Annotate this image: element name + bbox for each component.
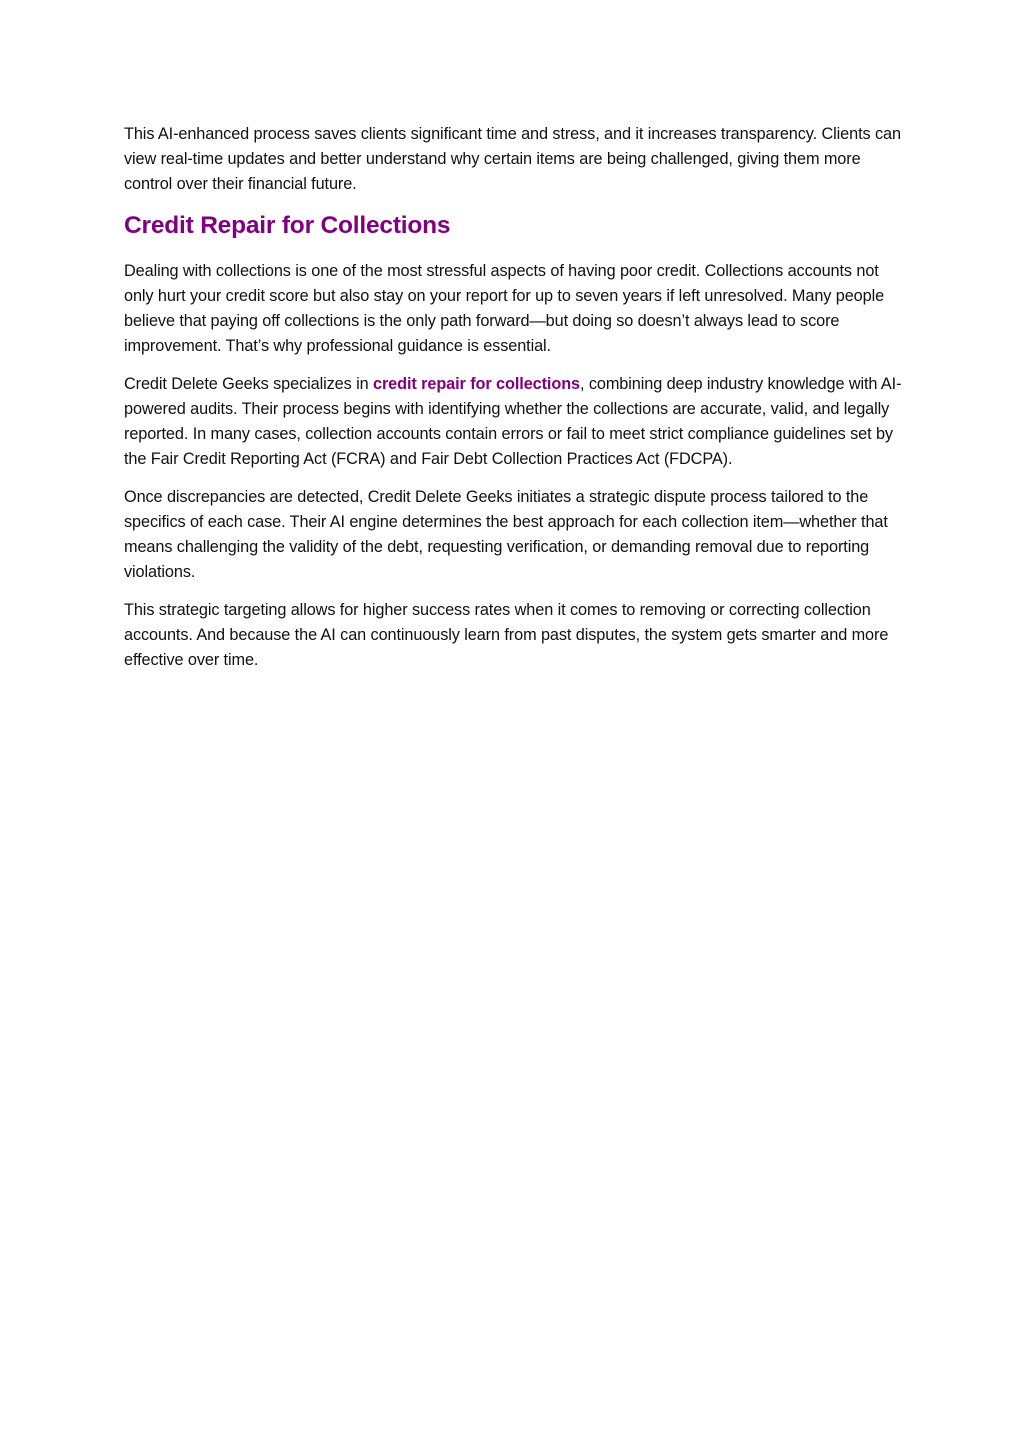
specialization-paragraph bbox=[124, 372, 904, 472]
intro-paragraph: This AI-enhanced process saves clients significant time and stress, and it increases transparency. Clients can view real-time updates and better understand why certain items are being challenged, giving them more control over their financial future. bbox=[124, 125, 901, 193]
document-page bbox=[124, 122, 904, 686]
section-heading: Credit Repair for Collections bbox=[124, 212, 451, 239]
credit-repair-link[interactable]: credit repair for collections bbox=[372, 375, 580, 393]
collections-paragraph: Dealing with collections is one of the most stressful aspects of having poor credit. Collections accounts not only hurt your credit score but also stay on your report for up to seven years if left unresolved. Many people believe that paying off collections is the only path forward—but doing so doesn’t always lead to score improvement. That’s why professional guidance is essential. bbox=[124, 262, 885, 355]
paragraph-text-after-link: , combining deep industry knowledge with AI-powered audits. Their process begins with identifying whether the collections are accurate, valid, and legally reported. In many cases, collection accounts contain errors or fail to meet strict compliance guidelines set by the Fair Credit Reporting Act (FCRA) and Fair Debt Collection Practices Act (FDCPA). bbox=[124, 375, 902, 468]
success-rates-paragraph: This strategic targeting allows for higher success rates when it comes to removing or correcting collection accounts. And because the AI can continuously learn from past disputes, the system gets smarter and more effective over time. bbox=[124, 601, 889, 669]
dispute-process-paragraph: Once discrepancies are detected, Credit Delete Geeks initiates a strategic dispute process tailored to the specifics of each case. Their AI engine determines the best approach for each collection item—whether that means challenging the validity of the debt, requesting verification, or demanding removal due to reporting violations. bbox=[124, 488, 888, 581]
paragraph-text-before-link: Credit Delete Geeks specializes in bbox=[124, 375, 373, 393]
